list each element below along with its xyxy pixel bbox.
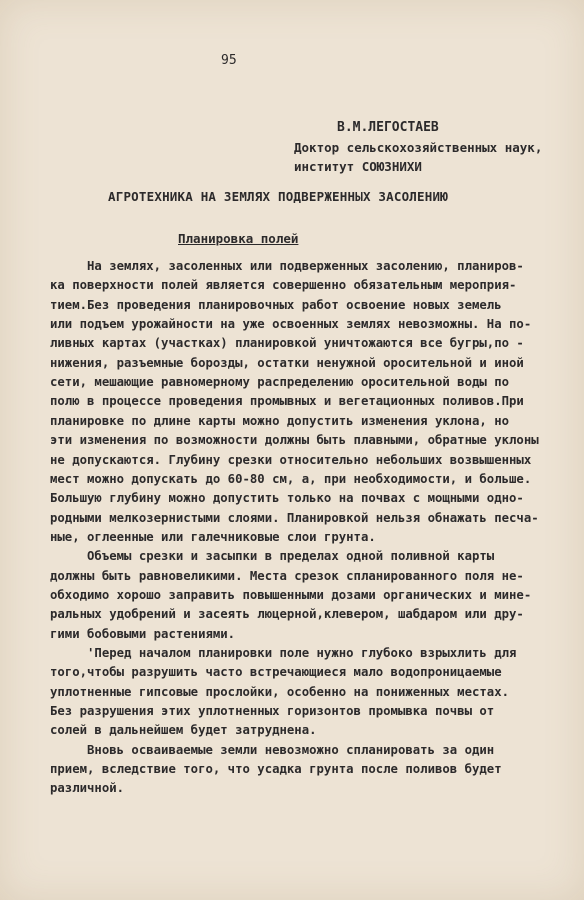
author-institute: институт СОЮЗНИХИ <box>294 159 422 174</box>
text-line: прием, вследствие того, что усадка грунта после поливов будет <box>50 762 502 777</box>
author-name: В.М.ЛЕГОСТАЕВ <box>337 120 439 135</box>
text-line: сети, мешающие равномерному распределению оросительной воды по <box>50 375 510 390</box>
text-line: ные, оглеенные или галечниковые слои грунта. <box>50 529 376 544</box>
text-line: полю в процессе проведения промывных и вегетационных поливов.При <box>50 394 524 409</box>
text-line: различной. <box>50 781 125 796</box>
text-line: Вновь осваиваемые земли невозможно спланировать за один <box>50 742 495 757</box>
text-line: тием.Без проведения планировочных работ освоение новых земель <box>50 297 502 312</box>
section-heading: Планировка полей <box>178 231 299 246</box>
article-title: АГРОТЕХНИКА НА ЗЕМЛЯХ ПОДВЕРЖЕННЫХ ЗАСОЛЕНИЮ <box>108 189 448 204</box>
page-number: 95 <box>221 53 237 68</box>
text-line: Большую глубину можно допустить только на почвах с мощными одно- <box>50 491 524 506</box>
text-line: родными мелкозернистыми слоями. Планировкой нельзя обнажать песча- <box>50 510 539 525</box>
text-line: обходимо хорошо заправить повышенными дозами органических и мине- <box>50 587 532 602</box>
text-line: нижения, разъемные борозды, остатки ненужной оросительной и иной <box>50 355 524 370</box>
text-line: гими бобовыми растениями. <box>50 626 236 641</box>
text-line: планировке по длине карты можно допустить изменения уклона, но <box>50 413 510 428</box>
text-line: или подъем урожайности на уже освоенных землях невозможны. На по- <box>50 317 532 332</box>
text-line: 'Перед началом планировки поле нужно глубоко взрыхлить для <box>50 646 517 660</box>
text-line: должны быть равновеликими. Места срезок спланированного поля не- <box>50 568 524 583</box>
text-line: мест можно допускать до 60-80 см, а, при необходимости, и больше. <box>50 471 532 486</box>
text-line: ливных картах (участках) планировкой уничтожаются все бугры,по - <box>50 336 524 351</box>
author-degree: Доктор сельскохозяйственных наук, <box>294 140 543 155</box>
text-line: уплотненные гипсовые прослойки, особенно на пониженных местах. <box>50 684 510 699</box>
text-line: На землях, засоленных или подверженных засолению, планиров- <box>50 259 524 273</box>
text-line: не допускаются. Глубину срезки относительно небольших возвышенных <box>50 452 532 467</box>
text-line: ральных удобрений и засеять люцерной,клевером, шабдаром или дру- <box>50 607 524 622</box>
text-line: солей в дальнейшем будет затруднена. <box>50 723 317 738</box>
text-line: ка поверхности полей является совершенно обязательным мероприя- <box>50 278 517 293</box>
text-line: эти изменения по возможности должны быть плавными, обратные уклоны <box>50 433 539 448</box>
text-line: того,чтобы разрушить часто встречающиеся мало водопроницаемые <box>50 665 502 680</box>
text-line: Объемы срезки и засыпки в пределах одной поливной карты <box>50 549 495 564</box>
text-line: Без разрушения этих уплотненных горизонтов промывка почвы от <box>50 704 495 719</box>
